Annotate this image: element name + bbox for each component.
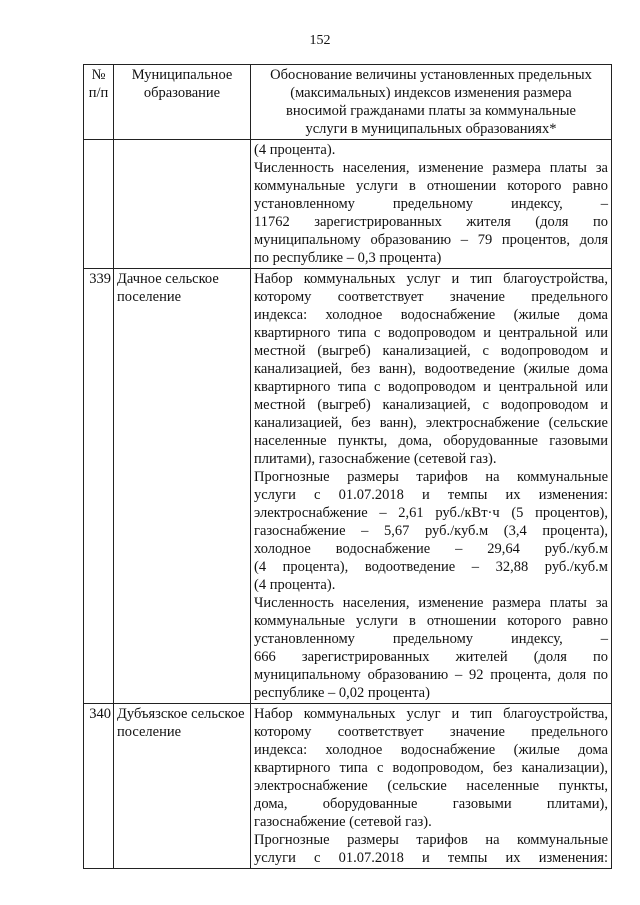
row-municipality: Дубъязское сельское поселение <box>114 704 251 869</box>
text-line: (4 процента). <box>254 142 336 158</box>
text-line: муниципальному образованию – 79 процентов, доля <box>254 232 608 248</box>
text-line: Набор коммунальных услуг и тип благоустройства, <box>254 271 608 287</box>
page-number: 152 <box>309 33 331 48</box>
text-line: квартирного типа с водопроводом, без канализации), <box>254 760 608 776</box>
text-line: республике – 0,02 процента) <box>254 685 430 701</box>
text-line: дома, оборудованные газовыми плитами), <box>254 796 608 812</box>
text-line: (4 процента), водоотведение – 32,88 руб./куб.м <box>254 559 608 575</box>
header-basis: Обоснование величины установленных предельных (максимальных) индексов изменения размера вносимой гражданами платы за коммунальные услуги в муниципальных образованиях* <box>251 65 612 140</box>
text-line: Прогнозные размеры тарифов на коммунальные <box>254 832 608 848</box>
table-row <box>84 704 612 869</box>
text-line: канализацией, без ванн), водоотведение (жилые дома <box>254 361 608 377</box>
text-line: муниципальному образованию – 92 процента, доля по <box>254 667 608 683</box>
text-line: индекса: холодное водоснабжение (жилые дома <box>254 742 608 758</box>
text-line: местной (выгреб) канализацией, с водопроводом и <box>254 397 608 413</box>
row-municipality: Дачное сельское поселение <box>114 269 251 704</box>
text-line: (4 процента). <box>254 577 336 593</box>
text-line: 11762 зарегистрированных жителя (доля по <box>254 214 608 230</box>
text-line: местной (выгреб) канализацией, с водопроводом и <box>254 343 608 359</box>
text-line: которому соответствует значение предельного <box>254 724 608 740</box>
text-line: услуги с 01.07.2018 и темпы их изменения: <box>254 850 608 866</box>
text-line: квартирного типа с водопроводом и центральной или <box>254 379 608 395</box>
text-line: электроснабжение (сельские населенные пункты, <box>254 778 608 794</box>
row-number <box>84 140 114 269</box>
table-row <box>84 140 612 269</box>
text-line: газоснабжение (сетевой газ). <box>254 814 432 830</box>
text-line: индекса: холодное водоснабжение (жилые дома <box>254 307 608 323</box>
text-line: Численность населения, изменение размера платы за <box>254 160 608 176</box>
tariff-index-table <box>83 64 612 869</box>
row-basis-text <box>251 140 612 269</box>
text-line: квартирного типа с водопроводом и центральной или <box>254 325 608 341</box>
text-line: услуги с 01.07.2018 и темпы их изменения: <box>254 487 608 503</box>
row-basis-text <box>251 269 612 704</box>
text-line: электроснабжение – 2,61 руб./кВт·ч (5 процентов), <box>254 505 608 521</box>
text-line: которому соответствует значение предельного <box>254 289 608 305</box>
table-row <box>84 269 612 704</box>
text-line: плитами), газоснабжение (сетевой газ). <box>254 451 497 467</box>
table-header-row <box>84 65 612 140</box>
text-line: Прогнозные размеры тарифов на коммунальные <box>254 469 608 485</box>
text-line: холодное водоснабжение – 29,64 руб./куб.м <box>254 541 608 557</box>
text-line: газоснабжение – 5,67 руб./куб.м (3,4 процента), <box>254 523 608 539</box>
row-basis-text <box>251 704 612 869</box>
row-number: 339 <box>84 269 114 704</box>
text-line: коммунальные услуги в отношении которого равно <box>254 613 608 629</box>
text-line: 666 зарегистрированных жителей (доля по <box>254 649 608 665</box>
row-municipality <box>114 140 251 269</box>
text-line: канализацией, без ванн), электроснабжение (сельские <box>254 415 608 431</box>
text-line: установленному предельному индексу, – <box>254 196 608 212</box>
text-line: установленному предельному индексу, – <box>254 631 608 647</box>
text-line: Набор коммунальных услуг и тип благоустройства, <box>254 706 608 722</box>
text-line: по республике – 0,3 процента) <box>254 250 442 266</box>
text-line: коммунальные услуги в отношении которого равно <box>254 178 608 194</box>
header-municipality: Муниципальное образование <box>114 65 251 140</box>
row-number: 340 <box>84 704 114 869</box>
text-line: Численность населения, изменение размера платы за <box>254 595 608 611</box>
header-number: № п/п <box>84 65 114 140</box>
text-line: населенные пункты, дома, оборудованные газовыми <box>254 433 608 449</box>
